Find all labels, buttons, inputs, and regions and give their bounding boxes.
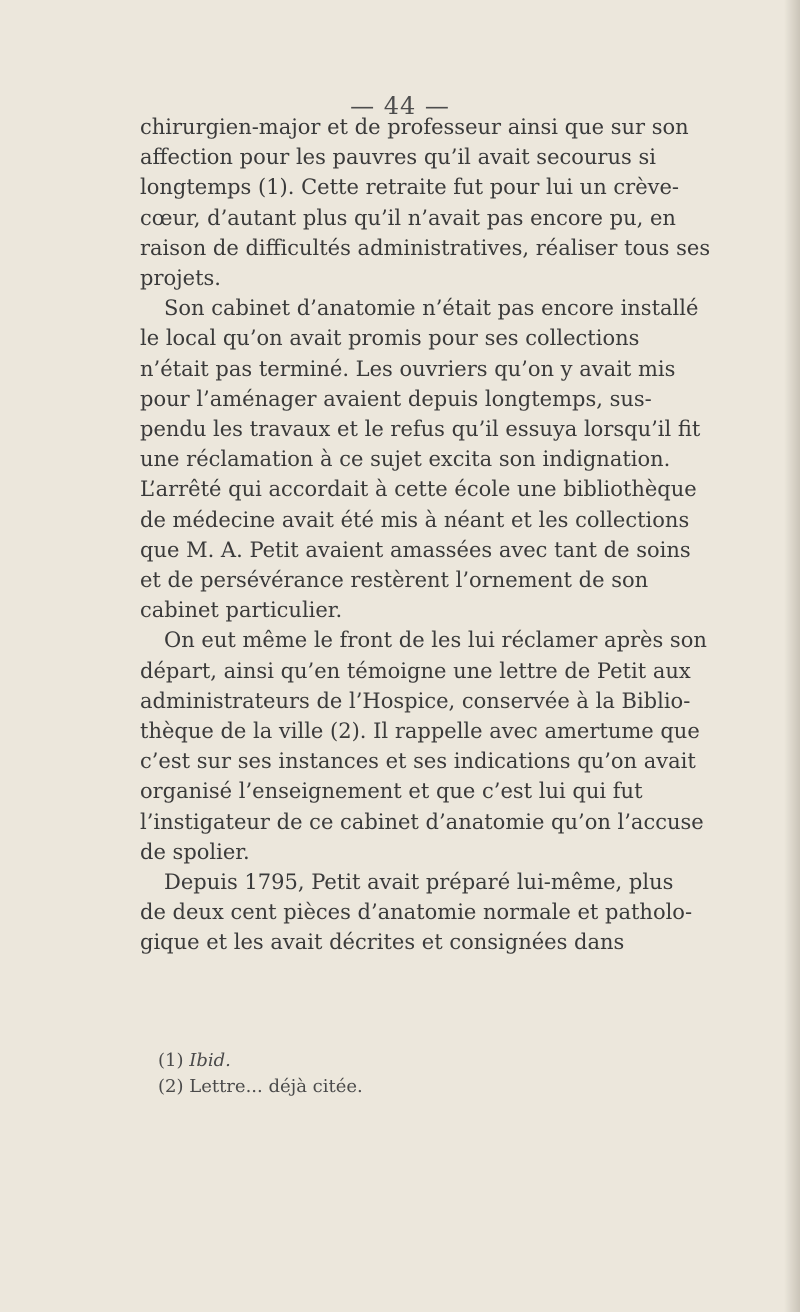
text-line: gique et les avait décrites et consignées dans (140, 930, 625, 955)
paragraph-start-line: On eut même le front de les lui réclamer après son (164, 628, 707, 653)
text-line: n’était pas terminé. Les ouvriers qu’on y avait mis (140, 356, 676, 381)
text-line: pendu les travaux et le refus qu’il essuya lorsqu’il fit (140, 417, 701, 442)
text-line: thèque de la ville (2). Il rappelle avec amertume que (140, 719, 700, 744)
text-line: le local qu’on avait promis pour ses collections (140, 326, 640, 351)
text-line: c’est sur ses instances et ses indications qu’on avait (140, 749, 696, 774)
text-line: raison de difficultés administratives, réaliser tous ses (140, 235, 711, 260)
text-line: organisé l’enseignement et que c’est lui qui fut (140, 779, 643, 804)
text-line: de médecine avait été mis à néant et les collections (140, 507, 690, 532)
text-line: longtemps (1). Cette retraite fut pour lui un crève- (140, 175, 680, 200)
text-line: une réclamation à ce sujet excita son indignation. (140, 447, 671, 472)
text-line: chirurgien-major et de professeur ainsi que sur son (140, 115, 689, 139)
text-line: affection pour les pauvres qu’il avait secourus si (140, 145, 656, 170)
page-number: — 44 — (350, 92, 450, 120)
footnote-text: Lettre... déjà citée. (189, 1076, 363, 1097)
text-line: L’arrêté qui accordait à cette école une bibliothèque (140, 477, 697, 502)
footnote-ref: (1) (158, 1050, 184, 1071)
text-line: cœur, d’autant plus qu’il n’avait pas encore pu, en (140, 205, 676, 230)
footnote-ref: (2) (158, 1076, 184, 1097)
footnote-text: Ibid. (189, 1050, 231, 1071)
text-line: et de persévérance restèrent l’ornement de son (140, 568, 649, 593)
text-line: départ, ainsi qu’en témoigne une lettre de Petit aux (140, 658, 691, 683)
footnotes (158, 1048, 738, 1100)
text-line: de spolier. (140, 839, 250, 864)
text-line: administrateurs de l’Hospice, conservée à la Biblio- (140, 688, 691, 713)
paragraph-start-line: Depuis 1795, Petit avait préparé lui-même, plus (164, 870, 674, 895)
page-edge-shadow (784, 0, 800, 1312)
paragraph-start-line: Son cabinet d’anatomie n’était pas encore installé (164, 296, 699, 321)
text-line: projets. (140, 266, 221, 291)
text-line: l’instigateur de ce cabinet d’anatomie qu’on l’accuse (140, 809, 704, 834)
text-line: de deux cent pièces d’anatomie normale et patholo- (140, 900, 693, 925)
footnote (158, 1048, 738, 1074)
text-line: que M. A. Petit avaient amassées avec tant de soins (140, 537, 691, 562)
text-line: pour l’aménager avaient depuis longtemps, sus- (140, 386, 652, 411)
footnote (158, 1074, 738, 1100)
main-text-block (140, 112, 740, 958)
text-line: cabinet particulier. (140, 598, 343, 623)
